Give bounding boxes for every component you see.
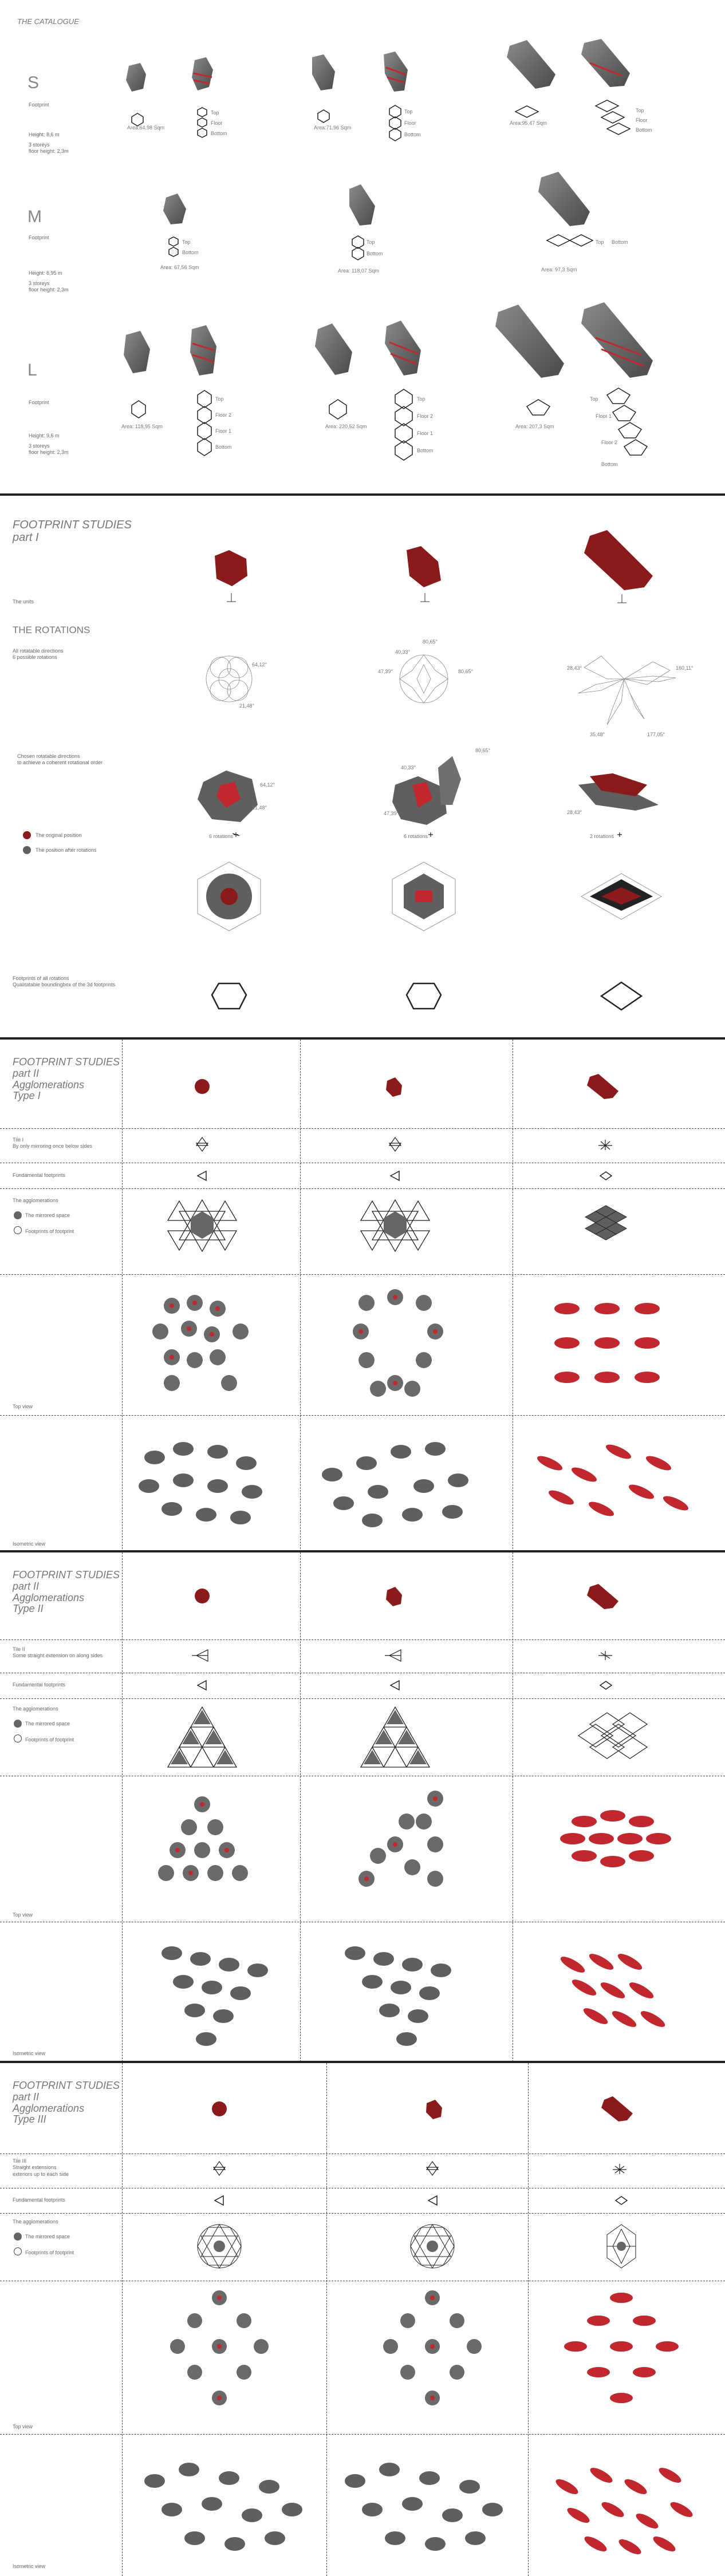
fp4-legend-a: The mirrored space: [25, 2234, 70, 2239]
part-s1-floor: Floor: [211, 120, 223, 126]
fp4-title: FOOTPRINT STUDIES part II Agglomerations Type III: [13, 2080, 120, 2125]
chosen-angle-3a: 28,43°: [567, 809, 582, 815]
catalogue-section: [0, 0, 725, 492]
part-l2-floor2: Floor 2: [417, 413, 434, 419]
fp2-top-view: Top view: [13, 1404, 33, 1409]
angle-2c: 80,65°: [458, 669, 474, 674]
legend-after: The position after rotations: [36, 847, 97, 853]
fp3-top-view: Top view: [13, 1912, 33, 1918]
fp1-chosen-desc: Chosen rotatable directions to achieve a coherent rotational order: [17, 753, 103, 766]
unit-s1: [126, 57, 213, 92]
chosen-angle-2a: 40,33°: [401, 765, 416, 771]
stories-m: 3 storeys floor height: 2,3m: [29, 280, 69, 293]
part-s2-top: Top: [404, 109, 413, 114]
chosen-angle-2c: 47,39°: [384, 811, 399, 816]
angle-2b: 80,65°: [423, 639, 438, 645]
fp2-agglomerations: The agglomerations: [13, 1198, 58, 1203]
fp2-legend-a: The mirrored space: [25, 1212, 70, 1218]
part-l3-top: Top: [590, 396, 598, 402]
fp2-drawings: [0, 1040, 725, 1552]
fp1-footprints-desc: Footprints of all rotations Qualitatable boundingbox of the 3d footprints: [13, 975, 116, 988]
chosen-angle-2b: 80,65°: [475, 748, 491, 753]
fp3-agglomerations: The agglomerations: [13, 1706, 58, 1712]
fp2-tile-desc: Tile I By only mirroring once below sides: [13, 1137, 93, 1149]
rotation-count-2: 6 rotations: [404, 833, 428, 839]
part-m2-bottom: Bottom: [367, 251, 383, 256]
part-l2-top: Top: [417, 396, 425, 402]
fp3-fundamental: Fundamental footprints: [13, 1682, 66, 1688]
part-l1-bottom: Bottom: [215, 444, 232, 450]
part-s3-floor: Floor: [636, 117, 648, 123]
part-l1-floor2: Floor 2: [215, 412, 232, 418]
fp1-rotations-desc: All rotatable directions 6 possible rotations: [13, 648, 64, 661]
part-m2-top: Top: [367, 239, 375, 245]
chosen-angle-1b: 21,48°: [252, 805, 267, 811]
fp1-drawings: [0, 496, 725, 1040]
angle-2d: 47,39°: [378, 669, 393, 674]
catalogue-title: THE CATALOGUE: [17, 17, 79, 26]
fp4-agglomerations: The agglomerations: [13, 2219, 58, 2225]
angle-3a: 28,43°: [567, 665, 582, 671]
fp1-units-label: The units: [13, 599, 34, 605]
part-m1-top: Top: [182, 239, 191, 245]
fp4-drawings: [0, 2063, 725, 2576]
part-l1-top: Top: [215, 396, 224, 402]
part-l3-floor2: Floor 2: [601, 440, 618, 445]
part-s1-top: Top: [211, 110, 219, 116]
fp1-rotations-title: THE ROTATIONS: [13, 625, 90, 635]
part-m1-bottom: Bottom: [182, 250, 199, 255]
area-m3: Area: 97,3 Sqm: [541, 267, 577, 272]
area-s3: Area:95,47 Sqm: [510, 120, 547, 126]
part-l1-floor1: Floor 1: [215, 428, 232, 434]
fp3-title: FOOTPRINT STUDIES part II Agglomerations Type II: [13, 1569, 120, 1615]
area-l3: Area: 207,3 Sqm: [515, 424, 554, 429]
rotation-count-3: 2 rotations: [590, 833, 614, 839]
fp2-legend-b: Footprints of footprint: [25, 1228, 74, 1234]
unit-s2: [312, 52, 408, 92]
footprint-label-s: Footprint: [29, 102, 49, 108]
agglomeration-type1-section: [0, 1040, 725, 1552]
catalogue-drawings: [0, 0, 725, 492]
part-s2-floor: Floor: [404, 120, 416, 126]
height-m: Height: 6,95 m: [29, 270, 62, 276]
agglomeration-type3-section: [0, 2063, 725, 2576]
part-s3-top: Top: [636, 108, 644, 113]
fp1-title: FOOTPRINT STUDIES part I: [13, 519, 132, 544]
part-s3-bottom: Bottom: [636, 127, 652, 133]
footprint-part1-section: [0, 496, 725, 1040]
rotation-count-1: 6 rotations: [209, 833, 234, 839]
height-l: Height: 9,6 m: [29, 433, 60, 438]
area-l1: Area: 118,95 Sqm: [121, 424, 163, 429]
size-letter-m: M: [27, 207, 42, 226]
part-m3-bottom: Bottom: [612, 239, 628, 245]
angle-2a: 40,33°: [395, 649, 411, 655]
fp4-iso-view: Isometric view: [13, 2563, 46, 2569]
area-s1: Area:64,98 Sqm: [127, 125, 165, 131]
area-m1: Area: 67,56 Sqm: [160, 264, 199, 270]
fp2-title: FOOTPRINT STUDIES part II Agglomerations Type I: [13, 1056, 120, 1102]
angle-3b: 160,11°: [676, 665, 694, 671]
footprint-label-l: Footprint: [29, 400, 49, 405]
fp3-tile-desc: Tile II Some straight extension on along sides: [13, 1646, 103, 1659]
fp3-drawings: [0, 1552, 725, 2062]
part-l3-floor1: Floor 1: [596, 413, 612, 419]
area-l2: Area: 220,52 Sqm: [325, 424, 367, 429]
part-m3-top: Top: [596, 239, 604, 245]
part-l3-bottom: Bottom: [601, 461, 618, 467]
part-s1-bottom: Bottom: [211, 131, 227, 136]
size-letter-s: S: [27, 73, 40, 92]
size-letter-l: L: [27, 361, 37, 380]
fp2-iso-view: Isometric view: [13, 1541, 46, 1547]
angle-3c: 35,48°: [590, 732, 605, 737]
fp4-legend-b: Footprints of footprint: [25, 2250, 74, 2255]
area-m2: Area: 118,07 Sqm: [338, 268, 379, 274]
fp3-legend-a: The mirrored space: [25, 1721, 70, 1726]
part-s2-bottom: Bottom: [404, 132, 421, 137]
chosen-angle-1a: 64,12°: [260, 782, 275, 788]
stories-s: 3 storeys floor height: 2,3m: [29, 142, 69, 155]
part-l2-bottom: Bottom: [417, 448, 434, 453]
agglomeration-type2-section: [0, 1552, 725, 2062]
angle-1b: 21,48°: [239, 703, 255, 709]
unit-s3: [507, 39, 630, 89]
area-s2: Area:71,96 Sqm: [314, 125, 352, 131]
fp4-tile-desc: Tile III Straight extensions exteriors up to each side: [13, 2158, 69, 2177]
legend-original: The original position: [36, 832, 82, 838]
stories-l: 3 storeys floor height: 2,3m: [29, 443, 69, 456]
fp3-iso-view: Isometric view: [13, 2050, 46, 2056]
height-s: Height: 8,6 m: [29, 132, 60, 137]
footprint-label-m: Footprint: [29, 235, 49, 240]
fp4-top-view: Top view: [13, 2424, 33, 2429]
angle-3d: 177,05°: [647, 732, 665, 737]
angle-1a: 64,12°: [252, 662, 267, 667]
fp2-fundamental: Fundamental footprints: [13, 1172, 66, 1178]
fp3-legend-b: Footprints of footprint: [25, 1737, 74, 1743]
fp4-fundamental: Fundamental footprints: [13, 2197, 66, 2203]
part-l2-floor1: Floor 1: [417, 430, 434, 436]
